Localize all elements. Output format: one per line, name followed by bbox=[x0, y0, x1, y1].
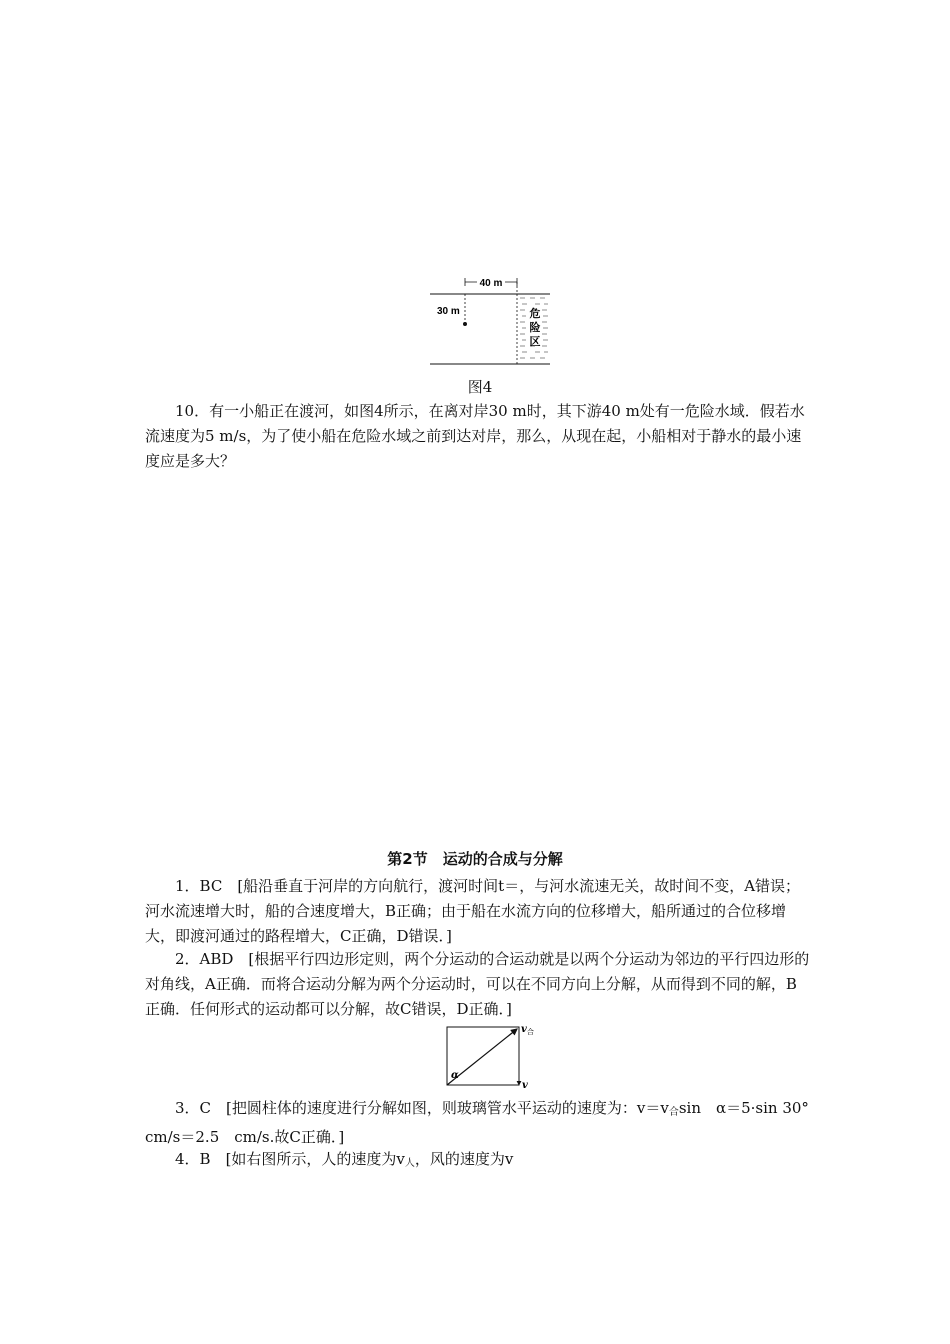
width-label: 40 m bbox=[479, 278, 503, 289]
angle-label: α bbox=[451, 1070, 459, 1081]
answer-3-post: sin α＝5·sin 30° cm/s＝2.5 cm/s.故C正确．] bbox=[145, 1099, 809, 1146]
component-label: v bbox=[522, 1080, 528, 1091]
figure-4-caption: 图4 bbox=[467, 378, 493, 396]
answer-3-sub: 合 bbox=[668, 1107, 679, 1118]
resultant-label: v bbox=[521, 1024, 527, 1035]
answer-4 bbox=[145, 1147, 810, 1176]
answer-4-sub: 人 bbox=[404, 1158, 415, 1169]
zone-label-3: 区 bbox=[529, 335, 541, 348]
question-10: 10．有一小船正在渡河，如图4所示，在离对岸30 m时，其下游40 m处有一危险水域．假若水流速度为5 m/s，为了使小船在危险水域之前到达对岸，那么，从现在起，小船相对于静水的最小速度应是多大？ bbox=[145, 402, 805, 470]
velocity-decomposition-figure bbox=[441, 1022, 536, 1092]
zone-label-1: 危 bbox=[529, 307, 541, 320]
answer-3-pre: 3．C [把圆柱体的速度进行分解如图，则玻璃管水平运动的速度为：v＝v bbox=[175, 1099, 669, 1117]
figure-4-river-diagram bbox=[425, 272, 555, 372]
height-label: 30 m bbox=[437, 306, 460, 317]
answer-3 bbox=[145, 1096, 810, 1150]
answer-4-post: ，风的速度为v bbox=[414, 1150, 514, 1168]
answer-1: 1．BC [船沿垂直于河岸的方向航行，渡河时间t＝，与河水流速无关，故时间不变，A错误；河水流速增大时，船的合速度增大，B正确；由于船在水流方向的位移增大，船所通过的合位移增大，即渡河通过的路程增大，C正确，D错误．] bbox=[145, 877, 801, 945]
section-title: 第2节 运动的合成与分解 bbox=[387, 850, 563, 868]
answer-4-pre: 4．B [如右图所示，人的速度为v bbox=[175, 1150, 405, 1168]
answer-2: 2．ABD [根据平行四边形定则，两个分运动的合运动就是以两个分运动为邻边的平行四边形的对角线，A正确．而将合运动分解为两个分运动时，可以在不同方向上分解，从而得到不同的解，B正确．任何形式的运动都可以分解，故C错误，D正确．] bbox=[145, 950, 810, 1018]
resultant-sub-label: 合 bbox=[527, 1028, 534, 1036]
zone-label-2: 险 bbox=[529, 321, 541, 334]
boat-dot bbox=[463, 322, 467, 326]
